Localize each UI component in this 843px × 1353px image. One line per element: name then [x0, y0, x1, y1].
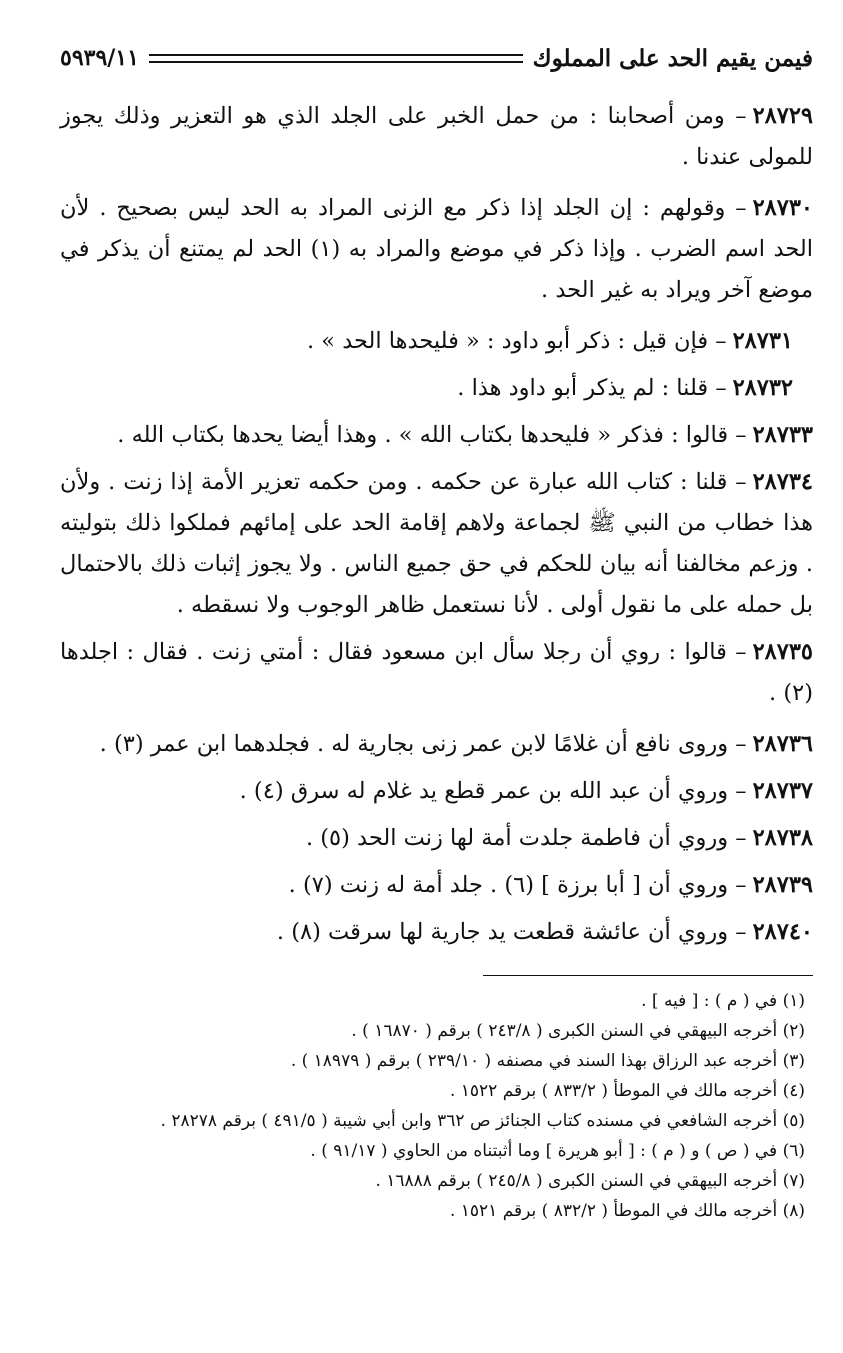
- paragraph-number: ٢٨٧٢٩: [752, 103, 813, 129]
- paragraph-number: ٢٨٧٣٥: [752, 639, 813, 665]
- paragraph-28734: [60, 462, 813, 626]
- paragraph-28739: [60, 865, 813, 906]
- footnote-separator: [483, 975, 813, 976]
- footnote-4: (٤) أخرجه مالك في الموطأ ( ٨٣٣/٢ ) برقم ١٥٢٢ .: [449, 1081, 805, 1101]
- footnote-6: (٦) في ( ص ) و ( م ) : [ أبو هريرة ] وما أثبتناه من الحاوي ( ٩١/١٧ ) .: [310, 1141, 805, 1161]
- paragraph-28740: [60, 912, 813, 953]
- paragraph-number: ٢٨٧٣٩: [752, 872, 813, 898]
- footnote-3: (٣) أخرجه عبد الرزاق بهذا السند في مصنفه ( ٢٣٩/١٠ ) برقم ( ١٨٩٧٩ ) .: [290, 1051, 805, 1071]
- paragraph-28737: [60, 771, 813, 812]
- footnote-2: (٢) أخرجه البيهقي في السنن الكبرى ( ٢٤٣/٨ ) برقم ( ١٦٨٧٠ ) .: [351, 1021, 805, 1041]
- page-number: ٥٩٣٩/١١: [60, 45, 139, 71]
- paragraph-28736: [60, 724, 813, 765]
- paragraph-text: – وروي أن عائشة قطعت يد جارية لها سرقت (٨) .: [276, 919, 747, 945]
- running-title: فيمن يقيم الحد على المملوك: [532, 44, 813, 72]
- paragraph-28735: [60, 632, 813, 714]
- paragraph-text: – قالوا : روي أن رجلا سأل ابن مسعود فقال : أمتي زنت . فقال : اجلدها (٢) .: [60, 639, 813, 706]
- paragraph-text: – فإن قيل : ذكر أبو داود : « فليحدها الحد » .: [306, 328, 727, 354]
- paragraph-number: ٢٨٧٣٦: [752, 731, 813, 757]
- paragraph-number: ٢٨٧٣٤: [752, 469, 813, 495]
- paragraph-number: ٢٨٧٣١: [732, 328, 793, 354]
- paragraph-text: – وروى نافع أن غلامًا لابن عمر زنى بجارية له . فجلدهما ابن عمر (٣) .: [99, 731, 747, 757]
- paragraph-number: ٢٨٧٣٧: [752, 778, 813, 804]
- paragraph-text: – وقولهم : إن الجلد إذا ذكر مع الزنى المراد به الحد ليس بصحيح . لأن الحد اسم الضرب . وإذا ذكر في موضع والمراد به (١) الحد لم يمتنع أن يذكر في موضع آخر ويراد به غير الحد .: [60, 195, 813, 303]
- paragraph-number: ٢٨٧٣٠: [752, 195, 813, 221]
- paragraph-text: – قالوا : فذكر « فليحدها بكتاب الله » . وهذا أيضا يحدها بكتاب الله .: [117, 422, 747, 448]
- body-text: [60, 96, 813, 953]
- paragraph-number: ٢٨٧٣٣: [752, 422, 813, 448]
- footnote-8: (٨) أخرجه مالك في الموطأ ( ٨٣٢/٢ ) برقم ١٥٢١ .: [449, 1201, 805, 1221]
- paragraph-text: – وروي أن فاطمة جلدت أمة لها زنت الحد (٥) .: [305, 825, 747, 851]
- paragraph-number: ٢٨٧٣٢: [732, 375, 793, 401]
- header-rule: [149, 54, 523, 63]
- paragraph-text: – قلنا : كتاب الله عبارة عن حكمه . ومن حكمه تعزير الأمة إذا زنت . ولأن هذا خطاب من النبي ﷺ لجماعة ولاهم إقامة الحد على إمائهم فملكوا ذلك بتوليته . وزعم مخالفنا أنه بيان للحكم في حق جميع الناس . ولا يجوز إثبات ذلك بالاحتمال بل حمله على ما نقول أولى . لأنا نستعمل ظاهر الوجوب ولا نسقطه .: [60, 469, 813, 618]
- book-page: [60, 38, 813, 1353]
- paragraph-28733: [60, 415, 813, 456]
- paragraph-number: ٢٨٧٣٨: [752, 825, 813, 851]
- paragraph-text: – ومن أصحابنا : من حمل الخبر على الجلد الذي هو التعزير وذلك يجوز للمولى عندنا .: [60, 103, 813, 170]
- paragraph-number: ٢٨٧٤٠: [752, 919, 813, 945]
- paragraph-text: – وروي أن [ أبا برزة ] (٦) . جلد أمة له زنت (٧) .: [288, 872, 747, 898]
- footnote-7: (٧) أخرجه البيهقي في السنن الكبرى ( ٢٤٥/٨ ) برقم ١٦٨٨٨ .: [375, 1171, 805, 1191]
- paragraph-28738: [60, 818, 813, 859]
- footnote-1: (١) في ( م ) : [ فيه ] .: [641, 991, 805, 1011]
- footnotes: [60, 986, 813, 1226]
- paragraph-text: – قلنا : لم يذكر أبو داود هذا .: [457, 375, 727, 401]
- paragraph-28729: [60, 96, 813, 178]
- paragraph-28731: [60, 321, 813, 362]
- footnote-5: (٥) أخرجه الشافعي في مسنده كتاب الجنائز ص ٣٦٢ وابن أبي شيبة ( ٤٩١/٥ ) برقم ٢٨٢٧٨ .: [160, 1111, 805, 1131]
- paragraph-28730: [60, 188, 813, 311]
- paragraph-28732: [60, 368, 813, 409]
- running-header: [60, 38, 813, 78]
- paragraph-text: – وروي أن عبد الله بن عمر قطع يد غلام له سرق (٤) .: [239, 778, 747, 804]
